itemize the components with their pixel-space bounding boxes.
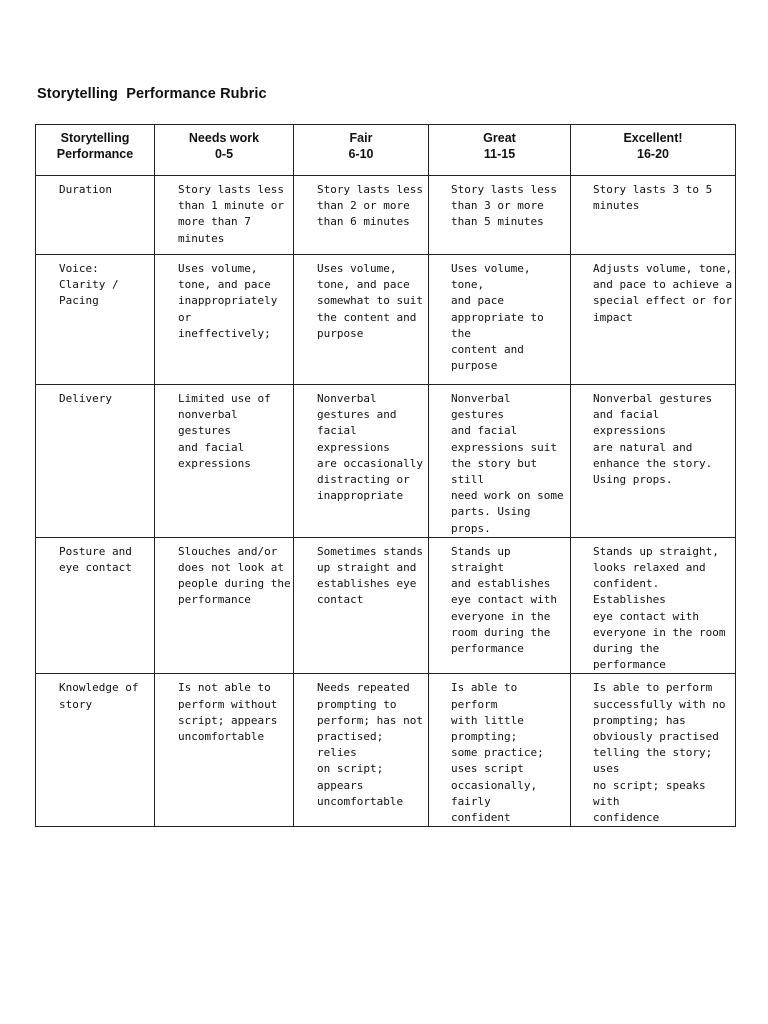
cell-text: Uses volume, tone, and pace appropriate to the content and purpose — [451, 262, 544, 373]
table-cell — [294, 176, 429, 255]
cell-text: Story lasts less than 2 or more than 6 minutes — [317, 183, 423, 229]
table-cell — [155, 385, 294, 538]
table-cell — [294, 537, 429, 674]
criterion-cell — [36, 176, 155, 255]
header-row — [36, 125, 736, 176]
table-cell — [155, 176, 294, 255]
criterion-text: Knowledge of story — [59, 681, 139, 711]
table-row — [36, 674, 736, 827]
table-cell — [571, 674, 736, 827]
cell-text: Story lasts 3 to 5 minutes — [593, 183, 713, 213]
cell-text: Sometimes stands up straight and establishes eye contact — [317, 544, 423, 607]
level-header-fair — [294, 125, 429, 176]
cell-text: Nonverbal gestures and facial expressions suit the story but still need work on some parts. Using props. — [451, 392, 564, 535]
level-label: Fair — [349, 131, 373, 145]
criterion-cell — [36, 674, 155, 827]
criterion-header-line-1: Storytelling — [60, 131, 130, 145]
table-cell — [294, 385, 429, 538]
cell-text: Needs repeated prompting to perform; has not practised; relies on script; appears uncomfortable — [317, 681, 423, 808]
cell-text: Stands up straight, looks relaxed and confident. Establishes eye contact with everyone in the room during the performance — [593, 544, 726, 672]
table-row — [36, 255, 736, 385]
level-range: 11-15 — [483, 147, 516, 161]
cell-text: Nonverbal gestures and facial expressions are natural and enhance the story. Using props. — [593, 392, 713, 487]
table-cell — [571, 537, 736, 674]
level-label: Excellent! — [623, 131, 683, 145]
criterion-cell — [36, 255, 155, 385]
level-range: 6-10 — [348, 147, 374, 161]
document-title: Storytelling Performance Rubric — [37, 86, 267, 102]
table-cell — [571, 385, 736, 538]
table-cell — [155, 255, 294, 385]
table-cell — [429, 176, 571, 255]
level-header-great — [429, 125, 571, 176]
table-row — [36, 176, 736, 255]
cell-text: Uses volume, tone, and pace somewhat to suit the content and purpose — [317, 262, 423, 340]
cell-text: Is not able to perform without script; appears uncomfortable — [178, 681, 278, 744]
cell-text: Is able to perform successfully with no prompting; has obviously practised telling the story; uses no script; speaks with confidence — [593, 681, 726, 825]
table-cell — [429, 255, 571, 385]
cell-text: Is able to perform with little prompting; some practice; uses script occasionally, fairly confident — [451, 681, 544, 825]
cell-text: Nonverbal gestures and facial expressions are occasionally distracting or inappropriate — [317, 392, 423, 503]
table-cell — [155, 674, 294, 827]
cell-text: Stands up straight and establishes eye contact with everyone in the room during the performance — [451, 544, 557, 656]
cell-text: Story lasts less than 3 or more than 5 minutes — [451, 183, 557, 229]
table-cell — [155, 537, 294, 674]
criterion-cell — [36, 537, 155, 674]
rubric-table — [35, 124, 736, 827]
cell-text: Adjusts volume, tone, and pace to achieve a special effect or for impact — [593, 262, 733, 324]
level-range: 16-20 — [637, 147, 669, 161]
table-cell — [429, 385, 571, 538]
level-label: Needs work — [188, 131, 260, 145]
cell-text: Uses volume, tone, and pace inappropriately or ineffectively; — [178, 262, 278, 340]
level-header-excellent — [571, 125, 736, 176]
table-cell — [429, 674, 571, 827]
table-cell — [571, 176, 736, 255]
criterion-text: Delivery — [59, 392, 112, 405]
criterion-header-line-2: Performance — [56, 147, 134, 161]
table-cell — [294, 674, 429, 827]
cell-text: Story lasts less than 1 minute or more than 7 minutes — [178, 183, 284, 245]
table-row — [36, 537, 736, 674]
level-range: 0-5 — [214, 147, 234, 161]
criterion-text: Duration — [59, 183, 112, 196]
table-cell — [429, 537, 571, 674]
cell-text: Slouches and/or does not look at people during the performance — [178, 544, 291, 607]
criterion-text: Voice: Clarity / Pacing — [59, 262, 119, 308]
cell-text: Limited use of nonverbal gestures and facial expressions — [178, 392, 271, 470]
level-label: Great — [483, 131, 516, 145]
table-cell — [571, 255, 736, 385]
level-header-needs-work — [155, 125, 294, 176]
criterion-header — [36, 125, 155, 176]
criterion-cell — [36, 385, 155, 538]
criterion-text: Posture and eye contact — [59, 544, 132, 575]
table-row — [36, 385, 736, 538]
table-cell — [294, 255, 429, 385]
